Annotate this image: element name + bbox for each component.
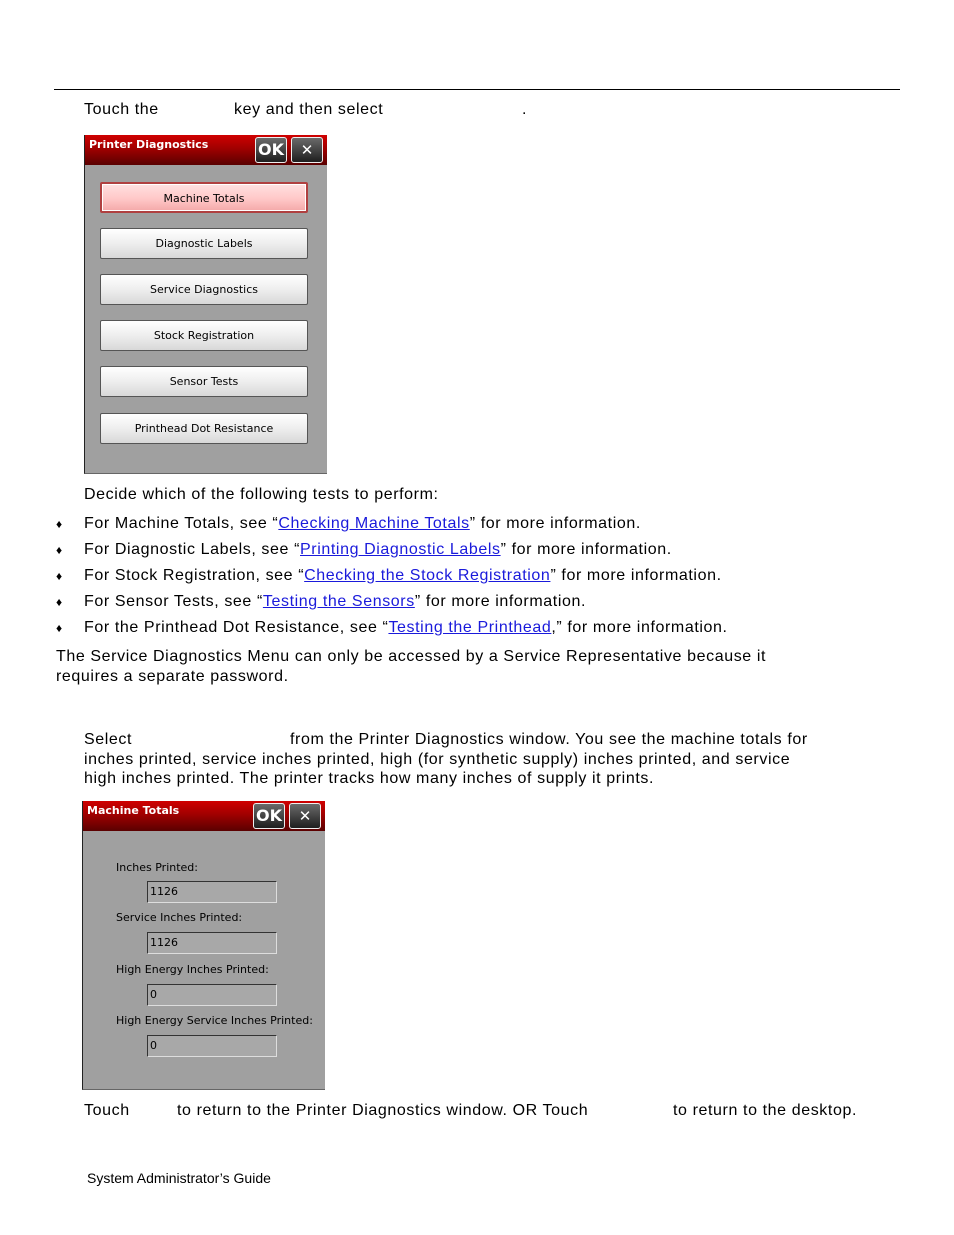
bullet-icon: ♦ xyxy=(56,543,63,557)
printhead-dot-resistance-button[interactable]: Printhead Dot Resistance xyxy=(100,413,308,444)
bullet-text: For Machine Totals, see “ xyxy=(84,515,279,532)
service-inches-printed-label: Service Inches Printed: xyxy=(116,911,243,924)
header-rule xyxy=(54,89,900,90)
bullet-text: For Stock Registration, see “ xyxy=(84,567,305,584)
final-line-middle: to return to the Printer Diagnostics window. OR Touch xyxy=(177,1102,589,1119)
bullet-text: ,” for more information. xyxy=(551,619,728,636)
inches-printed-field[interactable]: 1126 xyxy=(147,881,277,903)
machine-totals-window xyxy=(82,801,325,1090)
select-word: Select xyxy=(84,731,133,748)
intro-period: . xyxy=(522,101,528,118)
footer-guide-title: System Administrator’s Guide xyxy=(87,1170,271,1186)
service-inches-printed-field[interactable]: 1126 xyxy=(147,932,277,954)
inches-printed-label: Inches Printed: xyxy=(116,861,198,874)
high-energy-service-inches-printed-field[interactable]: 0 xyxy=(147,1035,277,1057)
bullet-text: For Sensor Tests, see “ xyxy=(84,593,263,610)
bullet-stock-registration xyxy=(84,566,722,586)
bullet-printhead xyxy=(84,618,728,638)
printer-diagnostics-window xyxy=(84,135,327,474)
bullet-icon: ♦ xyxy=(56,621,63,635)
bullet-text: For Diagnostic Labels, see “ xyxy=(84,541,301,558)
select-para-line3: high inches printed. The printer tracks how many inches of supply it prints. xyxy=(84,770,655,787)
bullet-diagnostic-labels xyxy=(84,540,672,560)
service-note-line2: requires a separate password. xyxy=(56,668,289,685)
intro-key-and-select: key and then select xyxy=(234,101,384,118)
select-para-line1: from the Printer Diagnostics window. You see the machine totals for xyxy=(290,731,808,748)
high-energy-inches-printed-label: High Energy Inches Printed: xyxy=(116,963,269,976)
window-title: Printer Diagnostics xyxy=(89,138,209,151)
machine-totals-button[interactable]: Machine Totals xyxy=(100,182,308,213)
bullet-text: For the Printhead Dot Resistance, see “ xyxy=(84,619,389,636)
high-energy-inches-printed-field[interactable]: 0 xyxy=(147,984,277,1006)
ok-button[interactable]: OK xyxy=(253,803,285,829)
window-title: Machine Totals xyxy=(87,804,180,817)
bullet-icon: ♦ xyxy=(56,569,63,583)
link-testing-the-sensors[interactable]: Testing the Sensors xyxy=(262,593,415,610)
decide-text: Decide which of the following tests to perform: xyxy=(84,486,439,503)
close-icon[interactable]: ✕ xyxy=(291,137,323,163)
bullet-text: ” for more information. xyxy=(500,541,672,558)
close-icon[interactable]: ✕ xyxy=(289,803,321,829)
link-checking-stock-registration[interactable]: Checking the Stock Registration xyxy=(304,567,551,584)
intro-touch-the: Touch the xyxy=(84,101,159,118)
bullet-machine-totals xyxy=(84,514,641,534)
final-touch-1: Touch xyxy=(84,1102,130,1119)
service-note-line1: The Service Diagnostics Menu can only be accessed by a Service Representative because it xyxy=(56,648,767,665)
title-bar xyxy=(85,135,327,165)
bullet-text: ” for more information. xyxy=(469,515,641,532)
bullet-icon: ♦ xyxy=(56,517,63,531)
final-line-end: to return to the desktop. xyxy=(673,1102,857,1119)
bullet-icon: ♦ xyxy=(56,595,63,609)
ok-button[interactable]: OK xyxy=(255,137,287,163)
diagnostic-labels-button[interactable]: Diagnostic Labels xyxy=(100,228,308,259)
stock-registration-button[interactable]: Stock Registration xyxy=(100,320,308,351)
link-testing-the-printhead[interactable]: Testing the Printhead xyxy=(388,619,552,636)
high-energy-service-inches-printed-label: High Energy Service Inches Printed: xyxy=(116,1014,313,1027)
service-diagnostics-button[interactable]: Service Diagnostics xyxy=(100,274,308,305)
link-printing-diagnostic-labels[interactable]: Printing Diagnostic Labels xyxy=(300,541,501,558)
title-bar xyxy=(83,801,325,831)
link-checking-machine-totals[interactable]: Checking Machine Totals xyxy=(278,515,470,532)
select-para-line2: inches printed, service inches printed, high (for synthetic supply) inches printed, and service xyxy=(84,751,791,768)
bullet-text: ” for more information. xyxy=(414,593,587,610)
bullet-sensor-tests xyxy=(84,592,586,612)
bullet-text: ” for more information. xyxy=(550,567,722,584)
sensor-tests-button[interactable]: Sensor Tests xyxy=(100,366,308,397)
